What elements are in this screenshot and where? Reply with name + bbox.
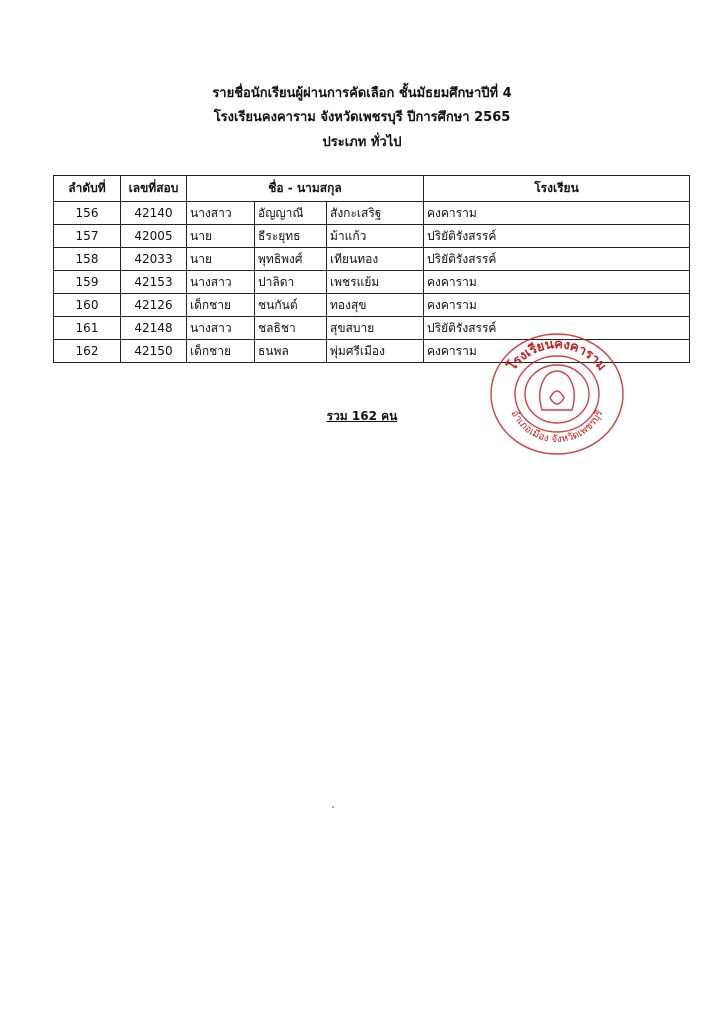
seal-top-text: โรงเรียนคงคาราม — [504, 337, 610, 374]
row-last-name: เพชรแย้ม — [327, 271, 424, 294]
table-row — [54, 248, 690, 271]
row-order: 160 — [54, 294, 121, 317]
seal-emblem-ring — [525, 365, 589, 423]
seal-emblem-mark — [550, 391, 564, 404]
row-prefix: เด็กชาย — [187, 294, 255, 317]
row-prefix: นางสาว — [187, 317, 255, 340]
row-first-name: ธีระยุทธ — [255, 225, 327, 248]
table-row — [54, 294, 690, 317]
row-school: ปริยัติรังสรรค์ — [424, 248, 690, 271]
row-first-name: พุทธิพงศ์ — [255, 248, 327, 271]
table-row — [54, 202, 690, 225]
row-last-name: สังกะเสริฐ — [327, 202, 424, 225]
row-first-name: ชลธิชา — [255, 317, 327, 340]
row-school: คงคาราม — [424, 294, 690, 317]
table-row — [54, 271, 690, 294]
row-exam-id: 42150 — [121, 340, 187, 363]
row-last-name: สุขสบาย — [327, 317, 424, 340]
row-order: 156 — [54, 202, 121, 225]
row-exam-id: 42033 — [121, 248, 187, 271]
school-seal — [476, 318, 638, 456]
row-order: 159 — [54, 271, 121, 294]
row-exam-id: 42126 — [121, 294, 187, 317]
seal-bottom-text: อำเภอเมือง จังหวัดเพชรบุรี — [508, 408, 606, 446]
row-school: ปริยัติรังสรรค์ — [424, 225, 690, 248]
row-first-name: ปาลิดา — [255, 271, 327, 294]
row-school: คงคาราม — [424, 340, 690, 363]
row-last-name: ม้าแก้ว — [327, 225, 424, 248]
row-order: 162 — [54, 340, 121, 363]
row-order: 158 — [54, 248, 121, 271]
col-header-exam-id: เลขที่สอบ — [121, 176, 187, 202]
row-school: คงคาราม — [424, 271, 690, 294]
row-last-name: ทองสุข — [327, 294, 424, 317]
seal-inner-ring — [515, 356, 599, 432]
row-prefix: นางสาว — [187, 271, 255, 294]
row-school: คงคาราม — [424, 202, 690, 225]
col-header-name: ชื่อ - นามสกุล — [187, 176, 424, 202]
row-first-name: ธนพล — [255, 340, 327, 363]
row-prefix: นาย — [187, 248, 255, 271]
document-subtitle: โรงเรียนคงคาราม จังหวัดเพชรบุรี ปีการศึกษา 2565 — [213, 110, 511, 125]
row-prefix: นาย — [187, 225, 255, 248]
table-header-row — [54, 176, 690, 202]
document-title: รายชื่อนักเรียนผู้ผ่านการคัดเลือก ชั้นมัธยมศึกษาปีที่ 4 — [212, 86, 512, 101]
row-prefix: นางสาว — [187, 202, 255, 225]
row-school: ปริยัติรังสรรค์ — [424, 317, 690, 340]
row-exam-id: 42005 — [121, 225, 187, 248]
table-row — [54, 225, 690, 248]
row-order: 161 — [54, 317, 121, 340]
row-last-name: เทียนทอง — [327, 248, 424, 271]
total-count: รวม 162 คน — [326, 409, 398, 423]
stray-dot — [332, 806, 334, 808]
row-prefix: เด็กชาย — [187, 340, 255, 363]
row-order: 157 — [54, 225, 121, 248]
col-header-school: โรงเรียน — [424, 176, 690, 202]
row-exam-id: 42148 — [121, 317, 187, 340]
row-first-name: ชนกันต์ — [255, 294, 327, 317]
col-header-order: ลำดับที่ — [54, 176, 121, 202]
row-first-name: อัญญาณี — [255, 202, 327, 225]
row-exam-id: 42153 — [121, 271, 187, 294]
row-exam-id: 42140 — [121, 202, 187, 225]
row-last-name: พุ่มศรีเมือง — [327, 340, 424, 363]
document-category: ประเภท ทั่วไป — [322, 135, 402, 150]
